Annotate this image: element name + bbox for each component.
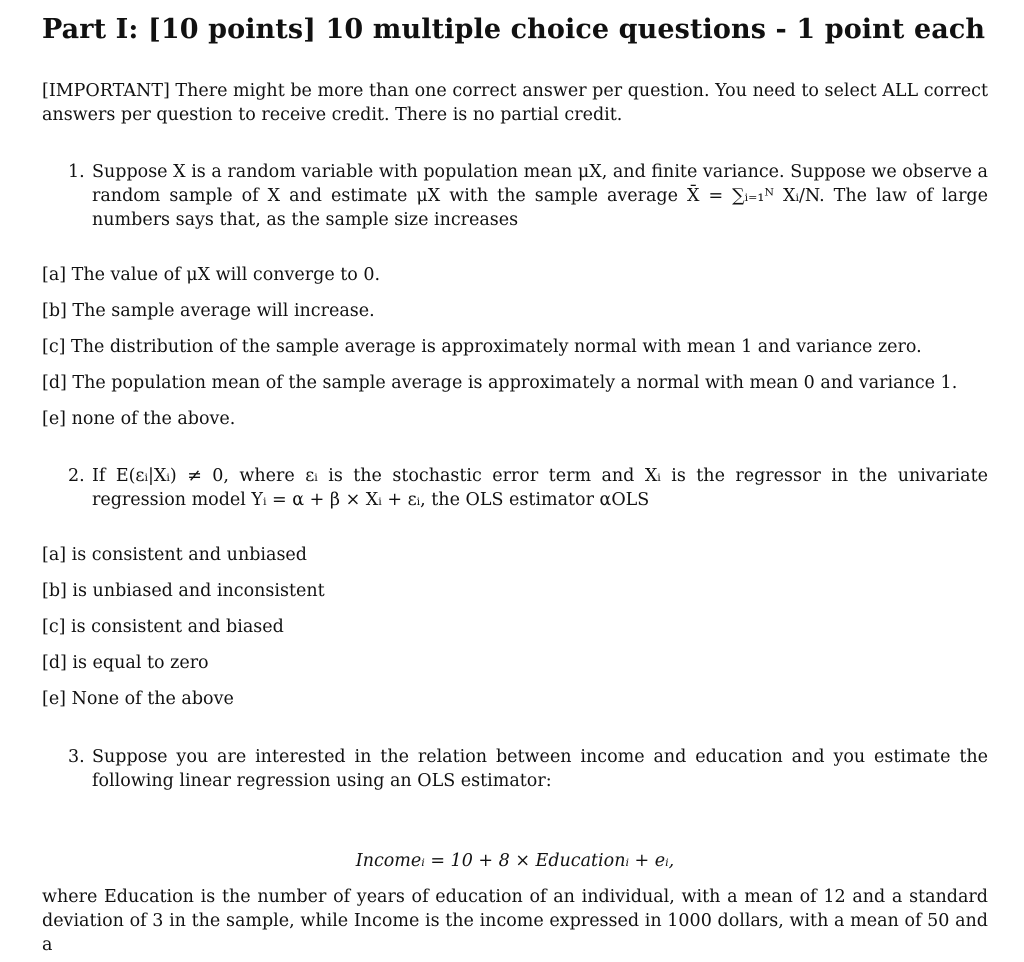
question-text: Suppose X is a random variable with population mean μX, and finite variance. Suppose we observe a random sample of X and estimate μX with the sample average X̄ = ∑ᵢ₌₁ᴺ Xᵢ/N. The law of large numbers says that, as the sample size increases — [92, 162, 988, 230]
question-number: 2. — [68, 466, 85, 486]
question-2 — [68, 464, 988, 512]
equation-text: Incomeᵢ = 10 + 8 × Educationᵢ + eᵢ, — [355, 851, 675, 871]
question-3-followup: where Education is the number of years of education of an individual, with a mean of 12 and a standard deviation of 3 in the sample, while Income is the income expressed in 1000 dollars, with a mean of 50 and a — [42, 887, 988, 955]
q1-option-b: [b] The sample average will increase. — [42, 301, 375, 321]
question-text: If E(εᵢ|Xᵢ) ≠ 0, where εᵢ is the stochastic error term and Xᵢ is the regressor in the univariate regression model Yᵢ = α + β × Xᵢ + εᵢ, the OLS estimator αOLS — [92, 466, 988, 510]
question-1 — [68, 160, 988, 232]
question-number: 3. — [68, 747, 85, 767]
q1-option-a: [a] The value of μX will converge to 0. — [42, 265, 381, 285]
important-note: [IMPORTANT] There might be more than one correct answer per question. You need to select ALL correct answers per question to receive credit. There is no partial credit. — [42, 81, 988, 125]
q2-option-b: [b] is unbiased and inconsistent — [42, 581, 325, 601]
q2-option-c: [c] is consistent and biased — [42, 617, 284, 637]
q2-option-a: [a] is consistent and unbiased — [42, 545, 307, 565]
q2-option-e: [e] None of the above — [42, 689, 234, 709]
page-title: Part I: [10 points] 10 multiple choice questions - 1 point each — [42, 14, 986, 45]
question-3 — [68, 745, 988, 793]
regression-equation — [42, 849, 988, 873]
q1-option-e: [e] none of the above. — [42, 409, 236, 429]
q1-option-d: [d] The population mean of the sample average is approximately a normal with mean 0 and variance 1. — [42, 373, 958, 393]
question-text: Suppose you are interested in the relation between income and education and you estimate the following linear regression using an OLS estimator: — [92, 747, 988, 791]
question-number: 1. — [68, 162, 85, 182]
q2-option-d: [d] is equal to zero — [42, 653, 209, 673]
q1-option-c: [c] The distribution of the sample average is approximately normal with mean 1 and variance zero. — [42, 337, 922, 357]
